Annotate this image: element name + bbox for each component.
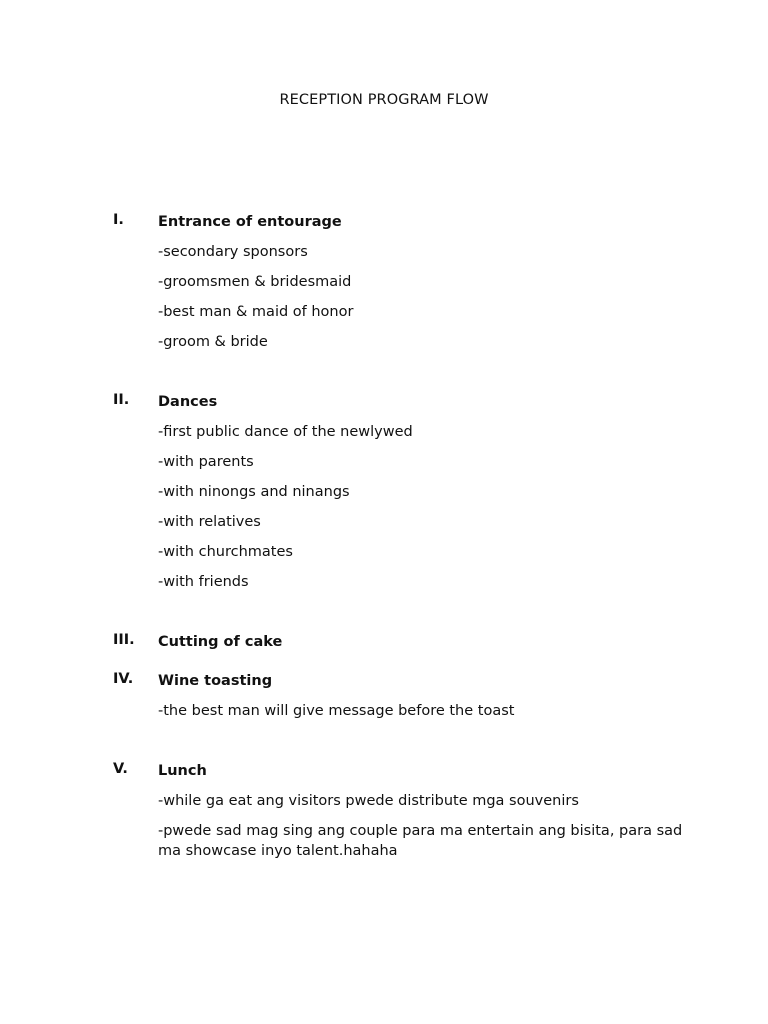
section-numeral: III. [113,632,135,648]
list-item: -groomsmen & bridesmaid [158,274,352,290]
section-numeral: I. [113,212,124,228]
list-item: -secondary sponsors [158,244,308,260]
list-item: -while ga eat ang visitors pwede distribute mga souvenirs [158,793,579,809]
section-numeral: V. [113,761,128,777]
section-lunch [113,761,693,861]
section-heading: Dances [158,394,218,410]
list-item: -with friends [158,574,249,590]
program-sections [113,212,693,861]
section-numeral: IV. [113,671,134,687]
section-heading: Lunch [158,763,207,779]
list-item: -with churchmates [158,544,293,560]
list-item: -the best man will give message before the toast [158,703,515,719]
list-item: -best man & maid of honor [158,304,354,320]
list-item: -pwede sad mag sing ang couple para ma entertain ang bisita, para sad ma showcase inyo talent.hahaha [158,823,683,859]
section-dances [113,392,693,592]
list-item: -first public dance of the newlywed [158,424,413,440]
section-wine-toasting [113,671,693,721]
list-item: -with parents [158,454,254,470]
list-item: -groom & bride [158,334,268,350]
section-heading: Entrance of entourage [158,214,342,230]
section-entrance-of-entourage [113,212,693,352]
list-item: -with ninongs and ninangs [158,484,350,500]
document-title: RECEPTION PROGRAM FLOW [279,92,489,108]
section-cutting-of-cake [113,632,693,652]
section-heading: Cutting of cake [158,634,283,650]
list-item: -with relatives [158,514,261,530]
section-numeral: II. [113,392,130,408]
section-heading: Wine toasting [158,673,273,689]
